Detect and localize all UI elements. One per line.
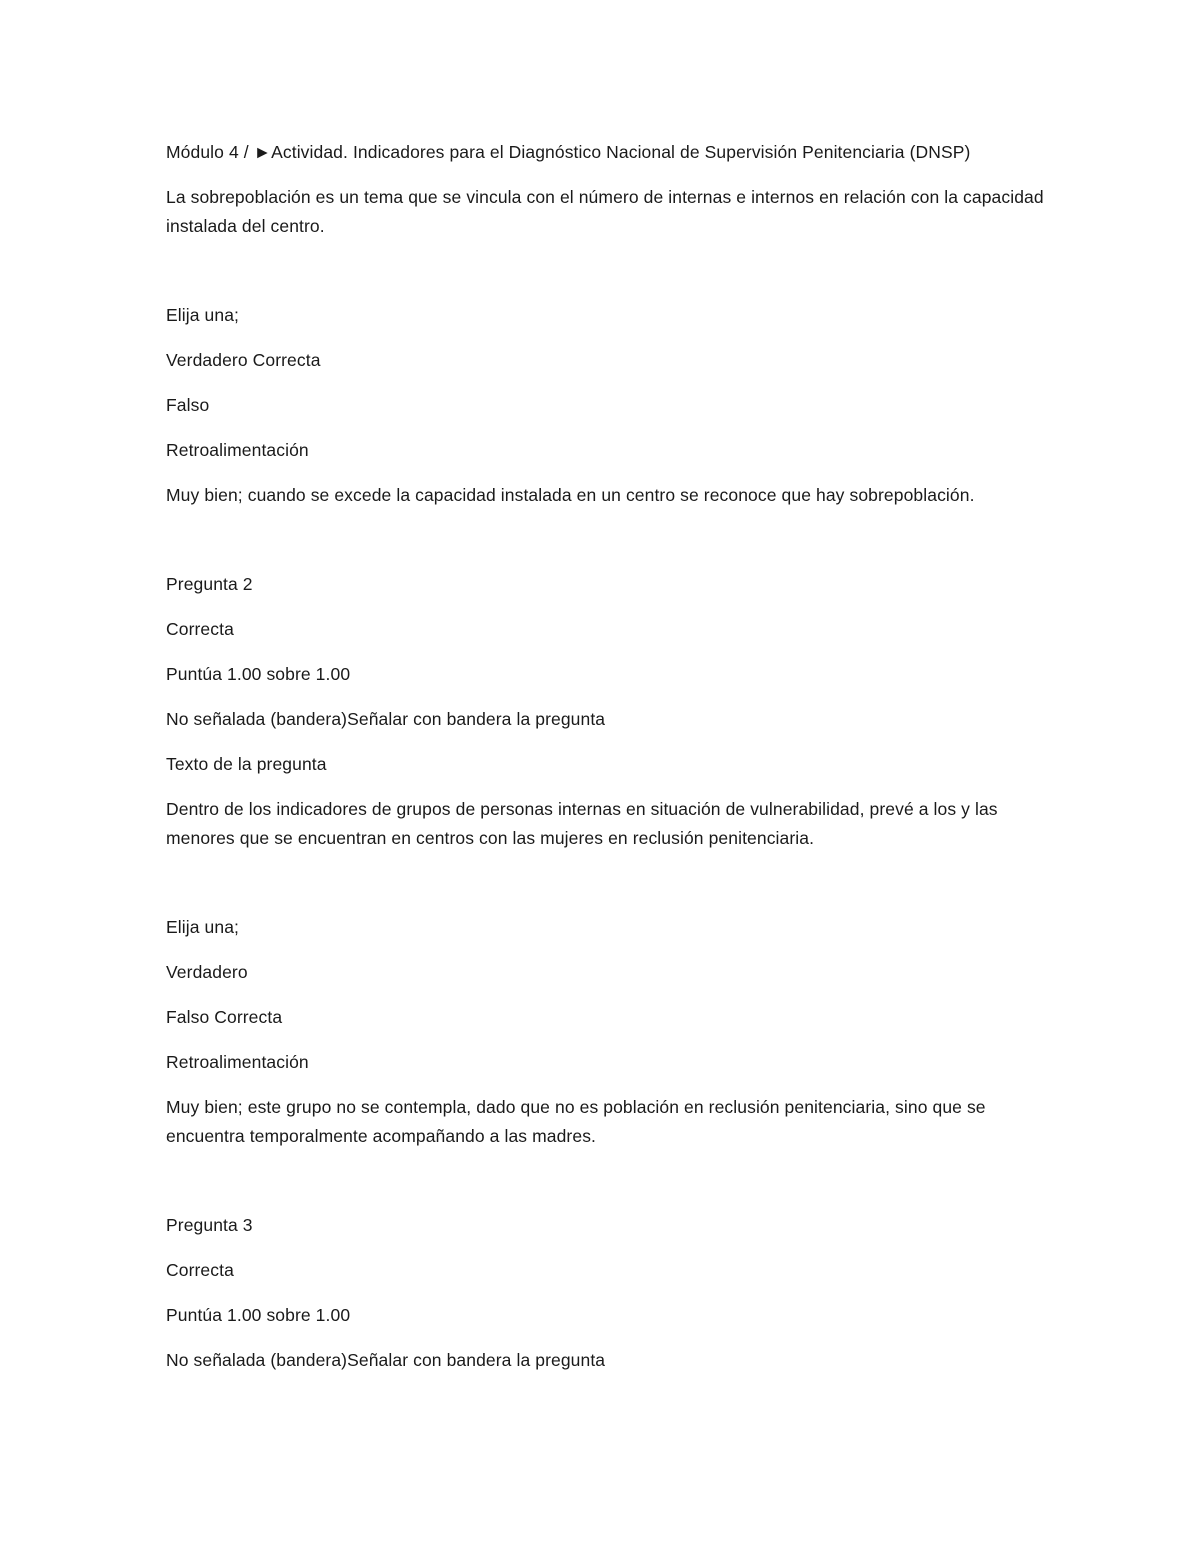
question-2-flag: No señalada (bandera)Señalar con bandera la pregunta xyxy=(166,709,606,729)
question-2-feedback: Muy bien; este grupo no se contempla, dado que no es población en reclusión penitenciaria, sino que se encuentra temporalmente acompañando a las madres. xyxy=(166,1097,986,1146)
question-3-number: Pregunta 3 xyxy=(166,1215,253,1235)
question-3-status: Correcta xyxy=(166,1260,234,1280)
page-title xyxy=(166,138,1046,167)
module-label: Módulo 4 / xyxy=(166,142,254,162)
question-3-score: Puntúa 1.00 sobre 1.00 xyxy=(166,1305,351,1325)
question-2-text-label: Texto de la pregunta xyxy=(166,754,327,774)
spacer xyxy=(166,869,1046,913)
question-1-option-false: Falso xyxy=(166,395,210,415)
question-2-text: Dentro de los indicadores de grupos de personas internas en situación de vulnerabilidad, prevé a los y las menores que se encuentran en centros con las mujeres en reclusión penitenciaria. xyxy=(166,799,998,848)
document-content xyxy=(166,138,1046,1391)
spacer xyxy=(166,1167,1046,1211)
question-1-text: La sobrepoblación es un tema que se vincula con el número de internas e internos en relación con la capacidad instalada del centro. xyxy=(166,187,1044,236)
question-1-feedback: Muy bien; cuando se excede la capacidad instalada en un centro se reconoce que hay sobrepoblación. xyxy=(166,485,975,505)
question-1-feedback-label: Retroalimentación xyxy=(166,440,309,460)
spacer xyxy=(166,257,1046,301)
question-2-score: Puntúa 1.00 sobre 1.00 xyxy=(166,664,351,684)
question-2-option-false: Falso Correcta xyxy=(166,1007,283,1027)
question-1-option-true: Verdadero Correcta xyxy=(166,350,321,370)
question-2-number: Pregunta 2 xyxy=(166,574,253,594)
question-1-prompt: Elija una; xyxy=(166,305,239,325)
question-3-flag: No señalada (bandera)Señalar con bandera la pregunta xyxy=(166,1350,606,1370)
question-2-status: Correcta xyxy=(166,619,234,639)
spacer xyxy=(166,526,1046,570)
question-2-feedback-label: Retroalimentación xyxy=(166,1052,309,1072)
activity-title: Actividad. Indicadores para el Diagnóstico Nacional de Supervisión Penitenciaria (DNSP) xyxy=(271,142,971,162)
question-2-prompt: Elija una; xyxy=(166,917,239,937)
question-2-option-true: Verdadero xyxy=(166,962,248,982)
play-arrow-icon: ► xyxy=(253,142,272,162)
